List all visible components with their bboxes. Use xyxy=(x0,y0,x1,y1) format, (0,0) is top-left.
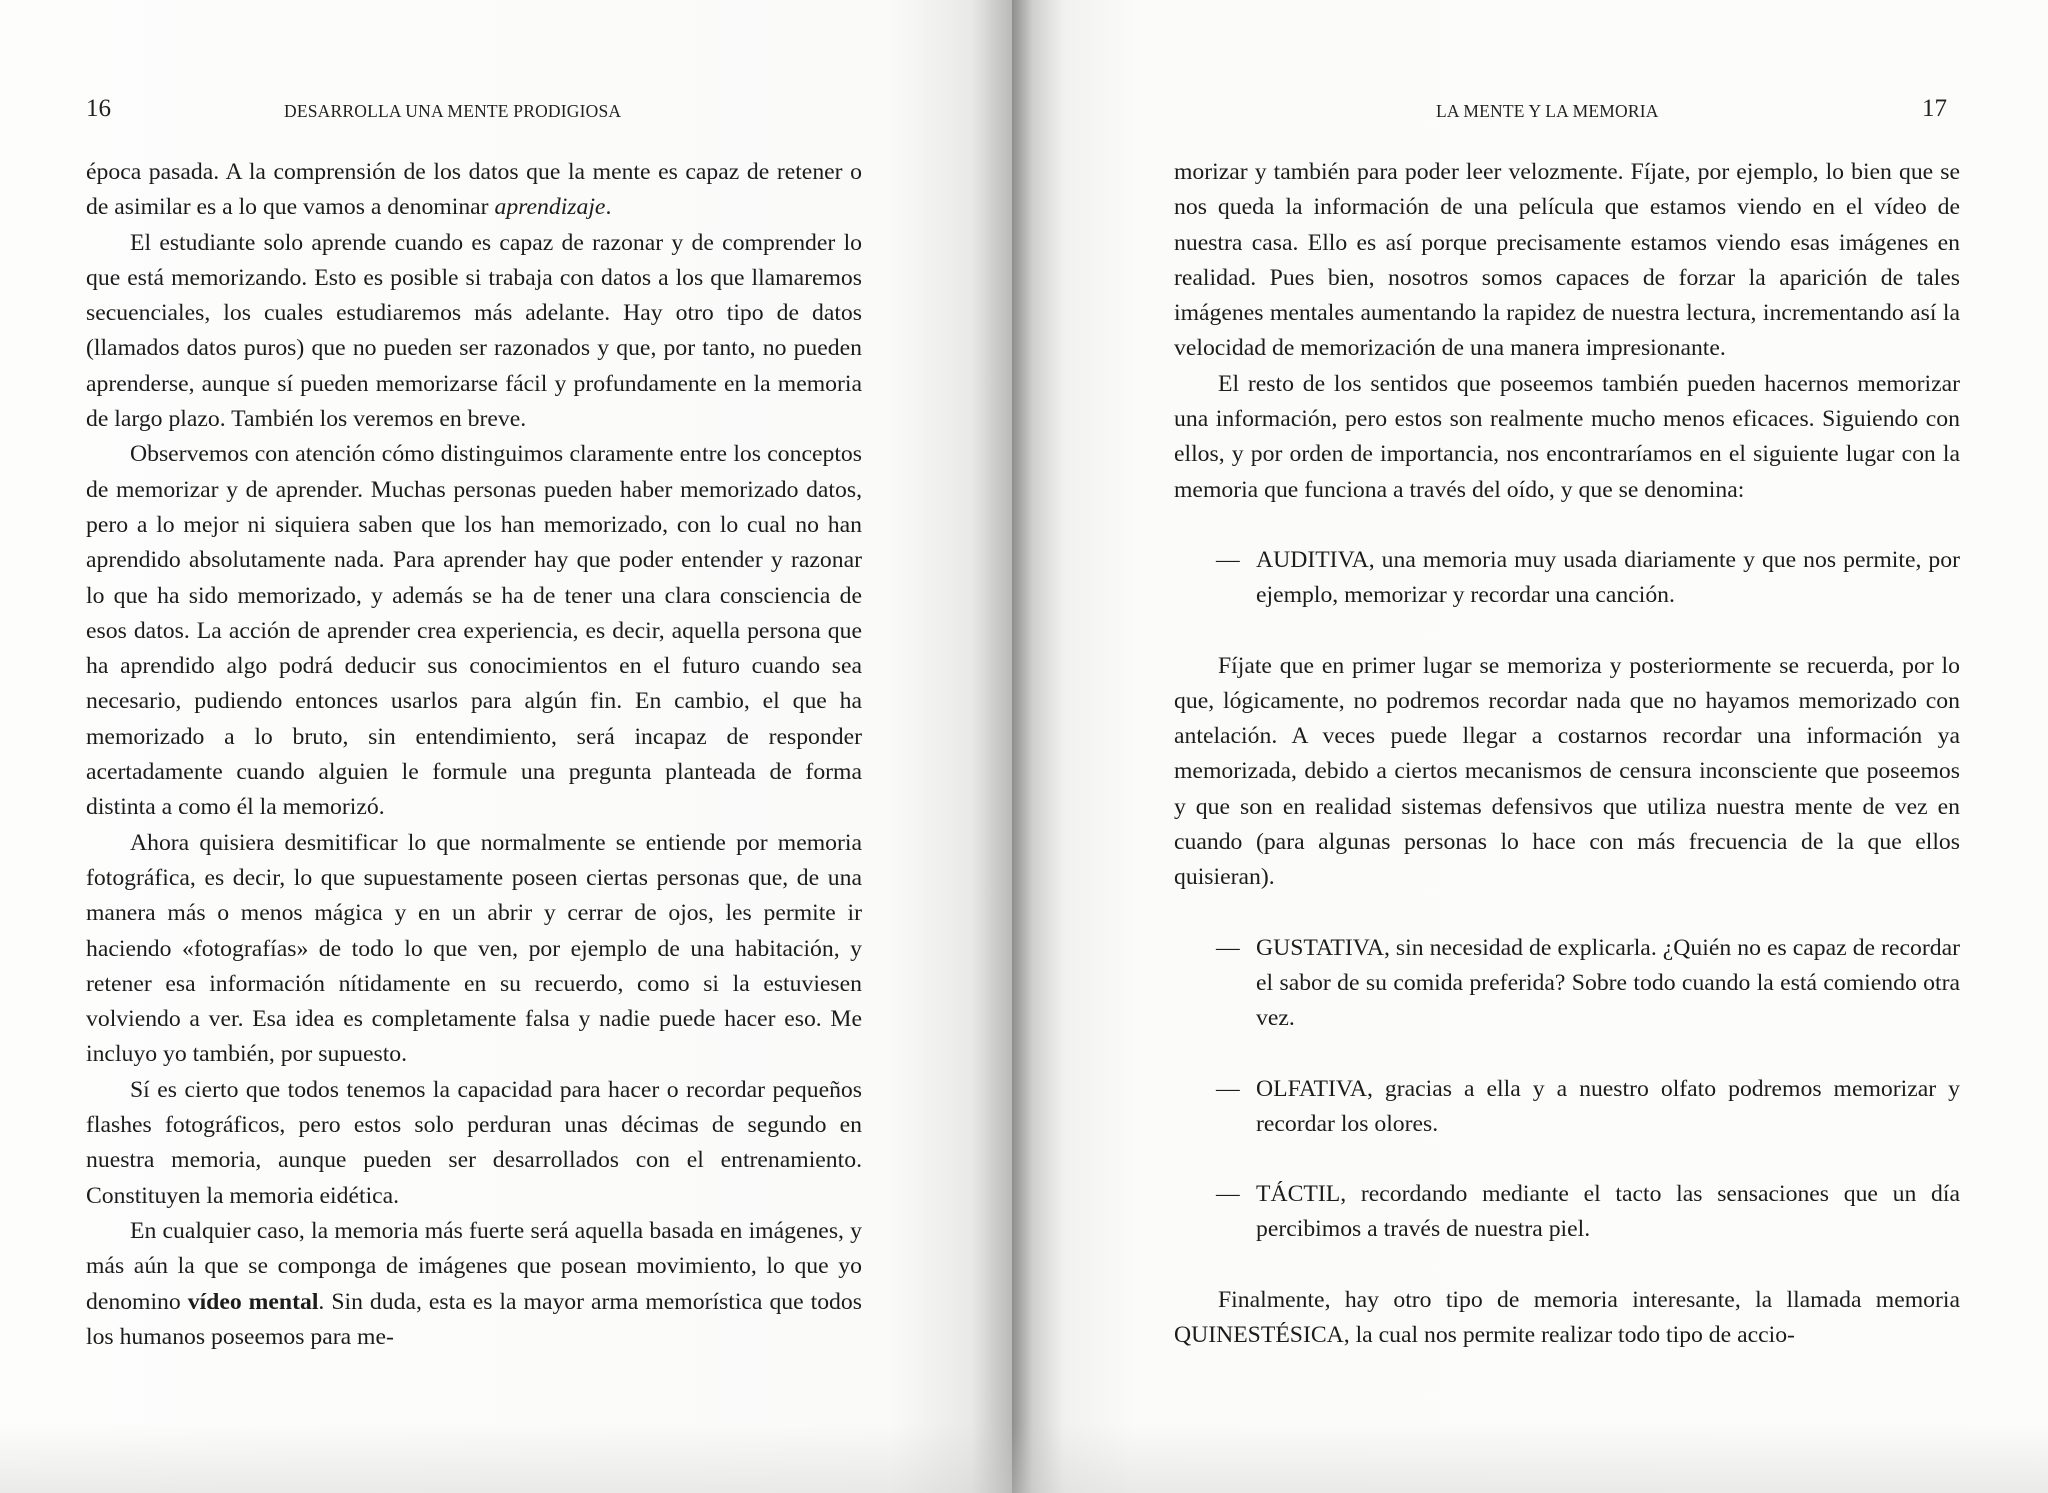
paragraph: Fíjate que en primer lugar se memoriza y posteriormente se recuerda, por lo que, lógicamente, no podremos recordar nada que no hayamos memorizado con antelación. A veces puede llegar a costarnos recordar una información ya memorizada, debido a ciertos mecanismos de censura inconsciente que poseemos y que son en realidad sistemas defensivos que utiliza nuestra mente de vez en cuando (para algunas personas lo hace con más frecuencia de la que ellos quisieran). xyxy=(1174,652,1960,891)
right-body-text xyxy=(1174,155,1960,1353)
em-dash: — xyxy=(1216,934,1240,961)
italic-term: aprendizaje xyxy=(494,194,606,221)
em-dash: — xyxy=(1216,546,1240,573)
left-page xyxy=(0,0,1012,1493)
paragraph: En cualquier caso, la memoria más fuerte será aquella basada en imágenes, y más aún la que se componga de imágenes que posean movimiento, lo que yo denomino vídeo mental. Sin duda, esta es la mayor arma memorística que todos los humanos poseemos para me- xyxy=(86,1217,862,1350)
list-item: — AUDITIVA, una memoria muy usada diariamente y que nos permite, por ejemplo, memorizar y recordar una canción. xyxy=(1174,543,1960,614)
em-dash: — xyxy=(1216,1075,1240,1102)
right-page-number: 17 xyxy=(1922,95,1947,122)
paragraph: El estudiante solo aprende cuando es capaz de razonar y de comprender lo que está memorizando. Esto es posible si trabaja con datos a los que llamaremos secuenciales, los cuales estudiaremos más adelante. Hay otro tipo de datos (llamados datos puros) que no pueden ser razonados y que, por tanto, no pueden aprenderse, aunque sí pueden memorizarse fácil y profundamente en la memoria de largo plazo. También los veremos en breve. xyxy=(86,229,862,433)
list-item: — TÁCTIL, recordando mediante el tacto las sensaciones que un día percibimos a través de nuestra piel. xyxy=(1174,1177,1960,1248)
em-dash: — xyxy=(1216,1181,1240,1208)
paragraph: época pasada. A la comprensión de los datos que la mente es capaz de retener o de asimilar es a lo que vamos a denominar aprendizaje. xyxy=(86,159,862,221)
paragraph: morizar y también para poder leer velozmente. Fíjate, por ejemplo, lo bien que se nos queda la información de una película que estamos viendo en el vídeo de nuestra casa. Ello es así porque precisamente estamos viendo esas imágenes en realidad. Pues bien, nosotros somos capaces de forzar la aparición de tales imágenes mentales aumentando la rapidez de nuestra lectura, incrementando así la velocidad de memorización de una manera impresionante. xyxy=(1174,159,1960,362)
right-page xyxy=(1012,0,2048,1493)
left-body-text xyxy=(86,155,862,1355)
paragraph: Sí es cierto que todos tenemos la capacidad para hacer o recordar pequeños flashes fotográficos, pero estos solo perduran unas décimas de segundo en nuestra memoria, aunque pueden ser desarrollados con el entrenamiento. Constituyen la memoria eidética. xyxy=(86,1076,862,1209)
paragraph: El resto de los sentidos que poseemos también pueden hacernos memorizar una información, pero estos son realmente mucho menos eficaces. Siguiendo con ellos, y por orden de importancia, nos encontraríamos en el siguiente lugar con la memoria que funciona a través del oído, y que se denomina: xyxy=(1174,370,1960,503)
list-item: — OLFATIVA, gracias a ella y a nuestro olfato podremos memorizar y recordar los olores. xyxy=(1174,1072,1960,1143)
right-running-head: LA MENTE Y LA MEMORIA xyxy=(1436,101,1659,121)
left-running-head: DESARROLLA UNA MENTE PRODIGIOSA xyxy=(284,101,622,121)
paragraph: Finalmente, hay otro tipo de memoria interesante, la llamada memoria QUINESTÉSICA, la cual nos permite realizar todo tipo de accio- xyxy=(1174,1286,1960,1349)
paragraph: Observemos con atención cómo distinguimos claramente entre los conceptos de memorizar y de aprender. Muchas personas pueden haber memorizado datos, pero a lo mejor ni siquiera saben que los han memorizado, con lo cual no han aprendido absolutamente nada. Para aprender hay que poder entender y razonar lo que ha sido memorizado, y además se ha de tener una clara consciencia de esos datos. La acción de aprender crea experiencia, es decir, aquella persona que ha aprendido algo podrá deducir sus conocimientos en el futuro cuando sea necesario, pudiendo entonces usarlos para algún fin. En cambio, el que ha memorizado a lo bruto, sin entendimiento, será incapaz de responder acertadamente cuando alguien le formule una pregunta planteada de forma distinta a como él la memorizó. xyxy=(86,441,862,821)
paragraph: Ahora quisiera desmitificar lo que normalmente se entiende por memoria fotográfica, es decir, lo que supuestamente poseen ciertas personas que, de una manera más o menos mágica y en un abrir y cerrar de ojos, les permite ir haciendo «fotografías» de todo lo que ven, por ejemplo de una habitación, y retener esa información nítidamente en su recuerdo, como si la estuviesen volviendo a ver. Esa idea es completamente falsa y nadie puede hacer eso. Me incluyo yo también, por supuesto. xyxy=(86,829,862,1068)
list-item: — GUSTATIVA, sin necesidad de explicarla. ¿Quién no es capaz de recordar el sabor de su comida preferida? Sobre todo cuando la está comiendo otra vez. xyxy=(1174,931,1960,1037)
bold-term: vídeo mental xyxy=(187,1288,319,1315)
left-page-number: 16 xyxy=(86,95,111,122)
